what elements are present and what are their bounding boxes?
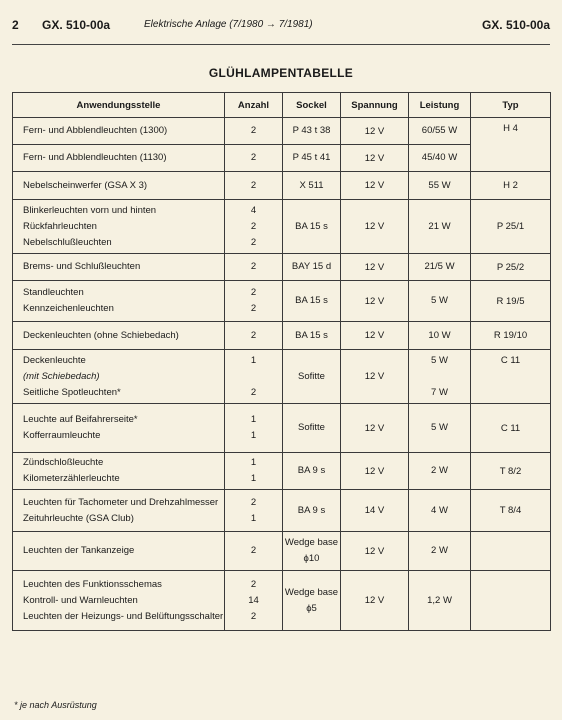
cell-line: Kennzeichenleuchten <box>23 303 114 314</box>
cell-line: 5 W <box>431 354 448 366</box>
lamp-table <box>12 92 551 631</box>
cell-line: BA 15 s <box>295 329 328 341</box>
cell-line: X 511 <box>299 179 324 191</box>
cell-line: Sofitte <box>298 370 325 382</box>
cell-anzahl <box>225 281 283 322</box>
col-header-typ: Typ <box>471 93 551 118</box>
cell-spannung: 12 V <box>341 145 409 172</box>
cell-line: Zeituhrleuchte (GSA Club) <box>23 512 134 524</box>
cell-spannung: 12 V <box>341 453 409 490</box>
cell-line: 1,2 W <box>427 594 452 606</box>
cell-line: Sofitte <box>298 422 325 433</box>
cell-anwendungsstelle <box>13 532 225 571</box>
table-row <box>13 453 551 490</box>
cell-spannung: 12 V <box>341 172 409 200</box>
cell-line: 5 W <box>431 422 448 433</box>
cell-sockel <box>283 453 341 490</box>
cell-line: 2 <box>250 386 257 398</box>
cell-typ: P 25/2 <box>471 254 551 281</box>
cell-line: BA 15 s <box>295 220 328 232</box>
cell-line: (mit Schiebedach) <box>23 370 100 382</box>
cell-line: 10 W <box>428 329 451 341</box>
cell-anwendungsstelle <box>13 281 225 322</box>
cell-line: 2 <box>250 545 257 556</box>
table-row <box>13 172 551 200</box>
cell-line: Fern- und Abblendleuchten (1130) <box>23 152 167 163</box>
table-row <box>13 254 551 281</box>
cell-sockel <box>283 532 341 571</box>
table-row <box>13 281 551 322</box>
cell-anzahl <box>225 453 283 490</box>
cell-leistung <box>409 254 471 281</box>
cell-spannung: 12 V <box>341 404 409 453</box>
cell-line: 1 <box>250 414 257 425</box>
cell-typ: T 8/4 <box>471 490 551 532</box>
cell-line: P 43 t 38 <box>292 125 331 136</box>
cell-sockel <box>283 172 341 200</box>
page-title: GLÜHLAMPENTABELLE <box>208 66 354 80</box>
cell-line: 2 W <box>431 545 448 556</box>
document-code-left: GX. 510-00a <box>42 18 111 32</box>
cell-line: 1 <box>250 354 257 366</box>
cell-spannung: 12 V <box>341 200 409 254</box>
col-header-spannung: Spannung <box>341 93 409 118</box>
cell-anzahl <box>225 200 283 254</box>
cell-line: 1 <box>250 457 257 468</box>
cell-sockel <box>283 118 341 145</box>
cell-leistung <box>409 200 471 254</box>
table-row <box>13 571 551 631</box>
cell-leistung <box>409 145 471 172</box>
col-header-leistung: Leistung <box>409 93 471 118</box>
footnote: * je nach Ausrüstung <box>14 700 97 710</box>
cell-leistung <box>409 172 471 200</box>
cell-leistung <box>409 453 471 490</box>
table-row <box>13 490 551 532</box>
cell-spannung: 12 V <box>341 281 409 322</box>
cell-anwendungsstelle <box>13 118 225 145</box>
cell-typ <box>471 571 551 631</box>
col-header-anzahl: Anzahl <box>225 93 283 118</box>
cell-line: 2 <box>250 578 257 590</box>
cell-typ: R 19/5 <box>471 281 551 322</box>
cell-line: ϕ5 <box>306 602 317 614</box>
cell-anwendungsstelle <box>13 453 225 490</box>
cell-line: Deckenleuchte <box>23 354 86 366</box>
cell-spannung: 12 V <box>341 118 409 145</box>
cell-line: 2 W <box>431 465 448 476</box>
cell-sockel <box>283 350 341 404</box>
cell-spannung: 12 V <box>341 532 409 571</box>
cell-line: 60/55 W <box>421 125 458 136</box>
cell-line: Blinkerleuchten vorn und hinten <box>23 204 157 216</box>
cell-sockel <box>283 404 341 453</box>
cell-leistung <box>409 350 471 404</box>
cell-typ: P 25/1 <box>471 200 551 254</box>
cell-line: 14 <box>248 594 259 606</box>
cell-anzahl <box>225 571 283 631</box>
table-row <box>13 322 551 350</box>
cell-leistung <box>409 532 471 571</box>
cell-sockel <box>283 200 341 254</box>
cell-line: Wedge base <box>284 586 339 598</box>
cell-typ: C 11 <box>471 350 551 404</box>
cell-line: 21 W <box>428 220 451 232</box>
cell-line: 4 <box>250 204 257 216</box>
cell-typ: H 2 <box>471 172 551 200</box>
table-row <box>13 145 551 172</box>
cell-anwendungsstelle <box>13 350 225 404</box>
cell-anzahl <box>225 404 283 453</box>
cell-anwendungsstelle <box>13 404 225 453</box>
cell-typ: R 19/10 <box>471 322 551 350</box>
cell-line: Kofferraumleuchte <box>23 430 101 441</box>
cell-sockel <box>283 281 341 322</box>
cell-anwendungsstelle <box>13 200 225 254</box>
table-row <box>13 404 551 453</box>
header-rule <box>12 44 550 45</box>
cell-sockel <box>283 571 341 631</box>
cell-leistung <box>409 490 471 532</box>
cell-line: BA 9 s <box>297 504 326 516</box>
cell-anzahl <box>225 532 283 571</box>
cell-typ: C 11 <box>471 404 551 453</box>
cell-sockel <box>283 490 341 532</box>
cell-line: Deckenleuchten (ohne Schiebedach) <box>23 329 179 341</box>
cell-typ <box>471 532 551 571</box>
cell-line: 45/40 W <box>421 152 458 163</box>
cell-line: 21/5 W <box>424 261 455 272</box>
cell-line: 1 <box>250 473 257 484</box>
cell-line: 2 <box>250 303 257 314</box>
cell-anwendungsstelle <box>13 172 225 200</box>
cell-line: 2 <box>250 496 257 508</box>
cell-line: 2 <box>250 152 257 163</box>
cell-spannung: 14 V <box>341 490 409 532</box>
cell-sockel <box>283 254 341 281</box>
cell-line: BAY 15 d <box>291 261 332 272</box>
cell-line: Nebelschlußleuchten <box>23 236 112 248</box>
cell-line: Nebelscheinwerfer (GSA X 3) <box>23 179 148 191</box>
cell-line: BA 15 s <box>295 295 328 306</box>
cell-leistung <box>409 571 471 631</box>
cell-line: 2 <box>250 329 257 341</box>
cell-line: 7 W <box>431 386 448 398</box>
cell-line: 5 W <box>431 295 448 306</box>
cell-line: 2 <box>250 125 257 136</box>
cell-leistung <box>409 118 471 145</box>
cell-line: 2 <box>250 179 257 191</box>
cell-leistung <box>409 404 471 453</box>
cell-line: 2 <box>250 287 257 298</box>
cell-anwendungsstelle <box>13 571 225 631</box>
cell-anzahl <box>225 322 283 350</box>
page-number: 2 <box>12 18 19 32</box>
cell-line <box>225 369 282 385</box>
cell-line: 55 W <box>428 179 451 191</box>
cell-anzahl <box>225 490 283 532</box>
cell-line <box>409 369 470 385</box>
cell-anzahl <box>225 254 283 281</box>
cell-line: Leuchten der Tankanzeige <box>23 545 135 556</box>
cell-line: Kontroll- und Warnleuchten <box>23 594 138 606</box>
cell-anwendungsstelle <box>13 254 225 281</box>
cell-spannung: 12 V <box>341 254 409 281</box>
page-header <box>12 18 550 36</box>
table-row <box>13 200 551 254</box>
col-header-sockel: Sockel <box>283 93 341 118</box>
cell-anwendungsstelle <box>13 322 225 350</box>
cell-line: Leuchten der Heizungs- und Belüftungsschalter <box>23 610 224 622</box>
cell-line: Leuchte auf Beifahrerseite* <box>23 414 138 425</box>
cell-typ: T 8/2 <box>471 453 551 490</box>
cell-sockel <box>283 322 341 350</box>
cell-line: Zündschloßleuchte <box>23 457 104 468</box>
cell-line: Seitliche Spotleuchten* <box>23 386 121 398</box>
section-subtitle: Elektrische Anlage (7/1980 → 7/1981) <box>144 19 313 30</box>
cell-line: Fern- und Abblendleuchten (1300) <box>23 125 168 136</box>
cell-line: BA 9 s <box>297 465 326 476</box>
cell-spannung: 12 V <box>341 571 409 631</box>
table-header-row <box>13 93 551 118</box>
cell-line: 2 <box>250 220 257 232</box>
cell-line: 1 <box>250 512 257 524</box>
table-row <box>13 350 551 404</box>
cell-leistung <box>409 281 471 322</box>
col-header-anwendungsstelle: Anwendungsstelle <box>13 93 225 118</box>
cell-line: Standleuchten <box>23 287 84 298</box>
cell-typ: H 4 <box>471 118 551 172</box>
cell-anzahl <box>225 118 283 145</box>
cell-anzahl <box>225 172 283 200</box>
cell-line: Rückfahrleuchten <box>23 220 97 232</box>
cell-spannung: 12 V <box>341 350 409 404</box>
cell-line: ϕ10 <box>303 553 320 564</box>
cell-line: P 45 t 41 <box>292 152 331 163</box>
cell-leistung <box>409 322 471 350</box>
cell-line: Kilometerzählerleuchte <box>23 473 120 484</box>
cell-line: 2 <box>250 236 257 248</box>
cell-line: Leuchten des Funktionsschemas <box>23 578 162 590</box>
cell-line: Leuchten für Tachometer und Drehzahlmesser <box>23 496 219 508</box>
cell-anzahl <box>225 350 283 404</box>
cell-anzahl <box>225 145 283 172</box>
cell-line: 4 W <box>431 504 448 516</box>
cell-line: Brems- und Schlußleuchten <box>23 261 141 272</box>
cell-anwendungsstelle <box>13 490 225 532</box>
cell-line: 1 <box>250 430 257 441</box>
cell-line: 2 <box>250 610 257 622</box>
cell-line: 2 <box>250 261 257 272</box>
table-row <box>13 532 551 571</box>
document-code-right: GX. 510-00a <box>481 18 550 32</box>
cell-sockel <box>283 145 341 172</box>
cell-anwendungsstelle <box>13 145 225 172</box>
cell-spannung: 12 V <box>341 322 409 350</box>
table-row <box>13 118 551 145</box>
cell-line: Wedge base <box>284 537 339 548</box>
